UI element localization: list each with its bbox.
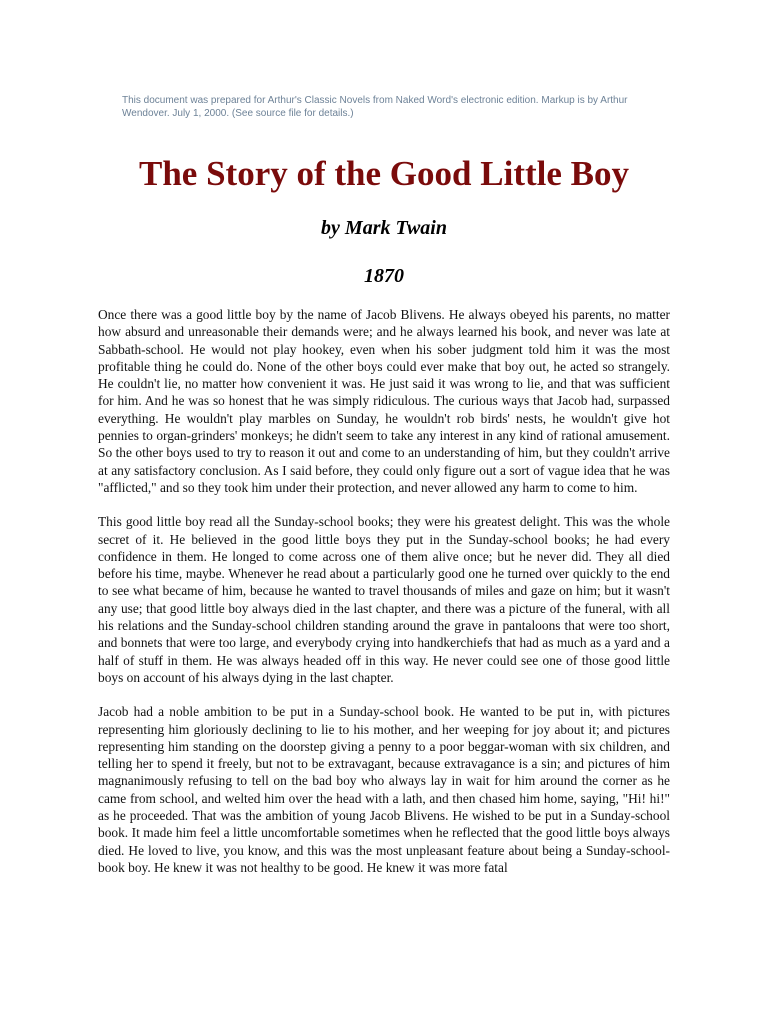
story-title: The Story of the Good Little Boy bbox=[139, 154, 629, 193]
story-body bbox=[98, 306, 670, 893]
publication-year: 1870 bbox=[364, 265, 404, 287]
paragraph-1: Once there was a good little boy by the name of Jacob Blivens. He always obeyed his parents, no matter how absurd and unreasonable their demands were; and he always learned his book, and never was late at Sabbath-school. He would not play hookey, even when his sober judgment told him it was the most profitable thing he could do. None of the other boys could ever make that boy out, he acted so strangely. He couldn't lie, no matter how convenient it was. He just said it was wrong to lie, and that was sufficient for him. And he was so honest that he was simply ridiculous. The curious ways that Jacob had, surpassed everything. He wouldn't play marbles on Sunday, he wouldn't rob birds' nests, he wouldn't give hot pennies to organ-grinders' monkeys; he didn't seem to take any interest in any kind of rational amusement. So the other boys used to try to reason it out and come to an understanding of him, but they couldn't arrive at any satisfactory conclusion. As I said before, they could only figure out a sort of vague idea that he was "afflicted," and so they took him under their protection, and never allowed any harm to come to him. bbox=[98, 307, 670, 495]
author-byline: by Mark Twain bbox=[321, 217, 447, 239]
paragraph-2: This good little boy read all the Sunday-school books; they were his greatest delight. This was the whole secret of it. He believed in the good little boys they put in the Sunday-school books; he had every confidence in them. He longed to come across one of them alive once; but he never did. They all died before his time, maybe. Whenever he read about a particularly good one he turned over quickly to the end to see what became of him, because he wanted to travel thousands of miles and gaze on him; but it wasn't any use; that good little boy always died in the last chapter, and there was a picture of the funeral, with all his relations and the Sunday-school children standing around the grave in pantaloons that were too short, and bonnets that were too large, and everybody crying into handkerchiefs that had as much as a yard and a half of stuff in them. He was always headed off in this way. He never could see one of those good little boys on account of his always dying in the last chapter. bbox=[98, 514, 670, 685]
paragraph-3: Jacob had a noble ambition to be put in a Sunday-school book. He wanted to be put in, with pictures representing him gloriously declining to lie to his mother, and her weeping for joy about it; and pictures representing him standing on the doorstep giving a penny to a poor beggar-woman with six children, and telling her to spend it freely, but not to be extravagant, because extravagance is a sin; and pictures of him magnanimously refusing to tell on the bad boy who always lay in wait for him around the corner as he came from school, and welted him over the head with a lath, and then chased him home, saying, "Hi! hi!" as he proceeded. That was the ambition of young Jacob Blivens. He wished to be put in a Sunday-school book. It made him feel a little uncomfortable sometimes when he reflected that the good little boys always died. He loved to live, you know, and this was the most unpleasant feature about being a Sunday-school-book boy. He knew it was not healthy to be good. He knew it was more fatal bbox=[98, 704, 670, 875]
preparation-note: This document was prepared for Arthur's Classic Novels from Naked Word's electronic edition. Markup is by Arthur Wendover. July 1, 2000. (See source file for details.) bbox=[122, 95, 628, 119]
